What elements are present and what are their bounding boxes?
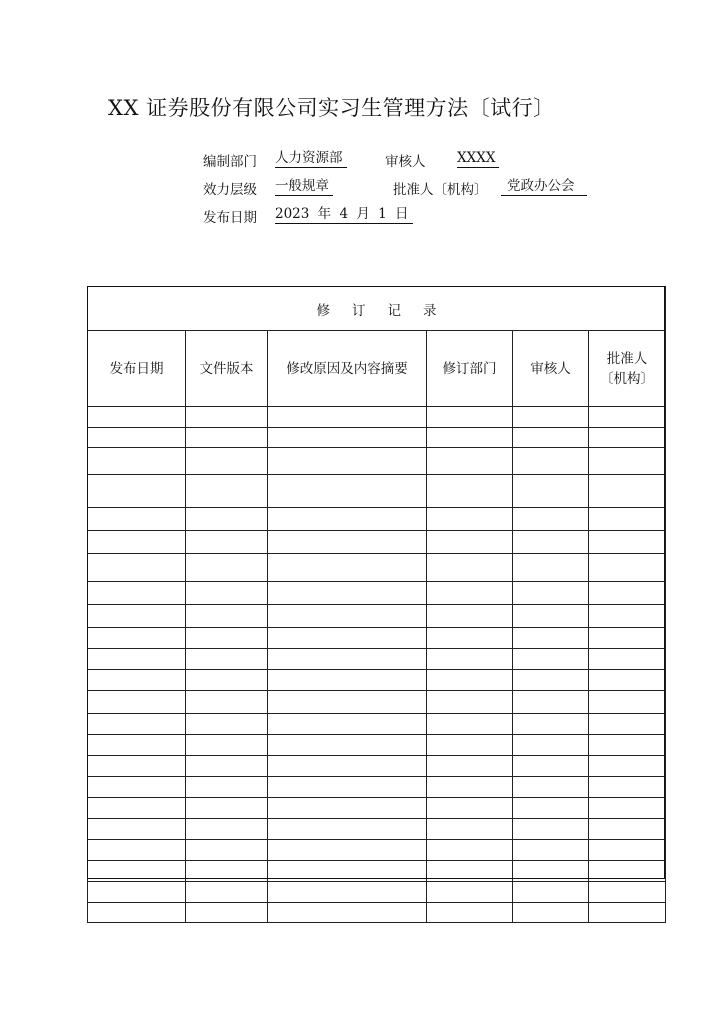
table-cell: [513, 777, 589, 798]
table-row: [88, 756, 666, 777]
table-cell: [88, 714, 186, 735]
table-cell: [427, 735, 513, 756]
table-cell: [88, 531, 186, 554]
revision-caption: 修订记录: [88, 287, 666, 331]
table-cell: [427, 882, 513, 903]
table-cell: [268, 508, 427, 531]
table-cell: [589, 508, 666, 531]
table-cell: [88, 903, 186, 923]
table-cell: [589, 798, 666, 819]
header-version: 文件版本: [186, 331, 268, 407]
table-cell: [88, 691, 186, 714]
table-cell: [186, 777, 268, 798]
table-cell: [589, 777, 666, 798]
header-approver-line1: 批准人: [606, 350, 648, 367]
table-cell: [88, 605, 186, 628]
table-cell: [268, 670, 427, 691]
table-cell: [427, 819, 513, 840]
table-cell: [589, 428, 666, 448]
date-value: 2023 年 4 月 1 日: [275, 206, 413, 224]
table-cell: [513, 903, 589, 923]
table-cell: [427, 628, 513, 649]
table-cell: [589, 756, 666, 777]
table-cell: [268, 628, 427, 649]
table-cell: [427, 582, 513, 605]
table-cell: [268, 407, 427, 428]
table-cell: [427, 861, 513, 882]
table-cell: [427, 903, 513, 923]
dept-label: 编制部门: [203, 154, 257, 170]
table-cell: [589, 448, 666, 475]
table-row: [88, 714, 666, 735]
table-row: [88, 903, 666, 923]
table-cell: [268, 819, 427, 840]
table-cell: [186, 428, 268, 448]
table-cell: [186, 819, 268, 840]
table-cell: [186, 861, 268, 882]
table-cell: [427, 714, 513, 735]
table-cell: [88, 861, 186, 882]
table-cell: [186, 691, 268, 714]
table-cell: [513, 670, 589, 691]
table-cell: [88, 448, 186, 475]
table-cell: [513, 582, 589, 605]
table-cell: [268, 861, 427, 882]
table-cell: [513, 554, 589, 582]
table-cell: [186, 508, 268, 531]
table-cell: [268, 582, 427, 605]
table-cell: [589, 714, 666, 735]
table-cell: [186, 903, 268, 923]
table-cell: [513, 649, 589, 670]
table-row: [88, 670, 666, 691]
table-cell: [589, 882, 666, 903]
table-cell: [589, 582, 666, 605]
table-cell: [589, 861, 666, 882]
table-cell: [513, 861, 589, 882]
table-cell: [513, 448, 589, 475]
table-row: [88, 691, 666, 714]
table-cell: [589, 407, 666, 428]
table-cell: [88, 735, 186, 756]
header-reviewer: 审核人: [513, 331, 589, 407]
table-cell: [427, 840, 513, 861]
table-cell: [88, 508, 186, 531]
table-cell: [268, 714, 427, 735]
table-cell: [268, 475, 427, 508]
table-cell: [513, 714, 589, 735]
table-cell: [268, 428, 427, 448]
table-cell: [589, 628, 666, 649]
table-cell: [589, 649, 666, 670]
header-approver: [589, 331, 666, 407]
table-cell: [88, 840, 186, 861]
approver-label: 批准人〔机构〕: [393, 182, 488, 198]
table-cell: [513, 428, 589, 448]
table-cell: [268, 605, 427, 628]
table-cell: [513, 605, 589, 628]
table-cell: [427, 475, 513, 508]
table-cell: [88, 582, 186, 605]
table-cell: [268, 735, 427, 756]
table-cell: [589, 475, 666, 508]
table-cell: [589, 554, 666, 582]
table-row: [88, 531, 666, 554]
table-cell: [589, 819, 666, 840]
table-cell: [88, 882, 186, 903]
table-row: [88, 628, 666, 649]
table-cell: [268, 554, 427, 582]
table-cell: [513, 475, 589, 508]
table-cell: [186, 628, 268, 649]
table-cell: [427, 508, 513, 531]
table-cell: [268, 882, 427, 903]
table-cell: [589, 670, 666, 691]
table-row: [88, 407, 666, 428]
table-cell: [513, 531, 589, 554]
table-cell: [427, 531, 513, 554]
table-cell: [186, 649, 268, 670]
table-row: [88, 735, 666, 756]
document-title: XX 证券股份有限公司实习生管理方法〔试行〕: [108, 96, 555, 120]
table-row: [88, 475, 666, 508]
table-cell: [589, 605, 666, 628]
table-cell: [427, 691, 513, 714]
level-label: 效力层级: [203, 182, 257, 198]
table-cell: [88, 628, 186, 649]
table-cell: [186, 798, 268, 819]
revision-table: [87, 286, 666, 923]
table-cell: [268, 903, 427, 923]
table-cell: [268, 777, 427, 798]
date-label: 发布日期: [203, 210, 257, 226]
approver-value: 党政办公会: [501, 178, 587, 196]
table-cell: [88, 475, 186, 508]
header-approver-line2: 〔机构〕: [600, 370, 654, 387]
table-cell: [186, 554, 268, 582]
table-cell: [268, 691, 427, 714]
table-cell: [268, 840, 427, 861]
table-cell: [88, 756, 186, 777]
table-row: [88, 861, 666, 882]
table-cell: [589, 840, 666, 861]
table-cell: [88, 819, 186, 840]
header-release-date: 发布日期: [88, 331, 186, 407]
table-cell: [427, 428, 513, 448]
table-cell: [268, 798, 427, 819]
table-cell: [427, 756, 513, 777]
table-cell: [427, 605, 513, 628]
table-cell: [186, 840, 268, 861]
table-cell: [186, 605, 268, 628]
header-reason-summary: 修改原因及内容摘要: [268, 331, 427, 407]
table-cell: [186, 735, 268, 756]
table-cell: [88, 777, 186, 798]
table-row: [88, 448, 666, 475]
table-row: [88, 777, 666, 798]
table-row: [88, 840, 666, 861]
reviewer-value: XXXX: [457, 150, 499, 168]
table-cell: [186, 882, 268, 903]
table-cell: [88, 428, 186, 448]
table-cell: [589, 735, 666, 756]
table-cell: [186, 582, 268, 605]
table-cell: [268, 531, 427, 554]
header-revising-dept: 修订部门: [427, 331, 513, 407]
table-cell: [589, 691, 666, 714]
table-cell: [186, 475, 268, 508]
table-cell: [186, 756, 268, 777]
table-cell: [589, 903, 666, 923]
table-row: [88, 508, 666, 531]
table-cell: [88, 554, 186, 582]
table-cell: [427, 649, 513, 670]
table-cell: [513, 756, 589, 777]
table-cell: [88, 407, 186, 428]
table-cell: [427, 798, 513, 819]
table-cell: [513, 508, 589, 531]
table-cell: [186, 670, 268, 691]
table-cell: [427, 554, 513, 582]
table-cell: [513, 407, 589, 428]
table-cell: [268, 756, 427, 777]
table-row: [88, 605, 666, 628]
table-row: [88, 582, 666, 605]
table-cell: [513, 628, 589, 649]
table-cell: [513, 882, 589, 903]
table-cell: [513, 691, 589, 714]
dept-value: 人力资源部: [275, 150, 347, 168]
table-cell: [186, 714, 268, 735]
table-cell: [589, 531, 666, 554]
table-cell: [88, 670, 186, 691]
table-row: [88, 649, 666, 670]
table-row: [88, 554, 666, 582]
table-row: [88, 819, 666, 840]
table-cell: [513, 819, 589, 840]
table-row: [88, 798, 666, 819]
table-cell: [513, 798, 589, 819]
table-cell: [513, 735, 589, 756]
table-cell: [268, 649, 427, 670]
table-cell: [186, 407, 268, 428]
table-cell: [268, 448, 427, 475]
table-cell: [427, 407, 513, 428]
table-cell: [427, 670, 513, 691]
table-cell: [427, 448, 513, 475]
table-cell: [186, 531, 268, 554]
table-cell: [88, 649, 186, 670]
table-cell: [88, 798, 186, 819]
level-value: 一般规章: [275, 178, 333, 196]
table-cell: [186, 448, 268, 475]
table-cell: [427, 777, 513, 798]
reviewer-label: 审核人: [385, 154, 426, 170]
table-row: [88, 428, 666, 448]
table-row: [88, 882, 666, 903]
table-cell: [513, 840, 589, 861]
